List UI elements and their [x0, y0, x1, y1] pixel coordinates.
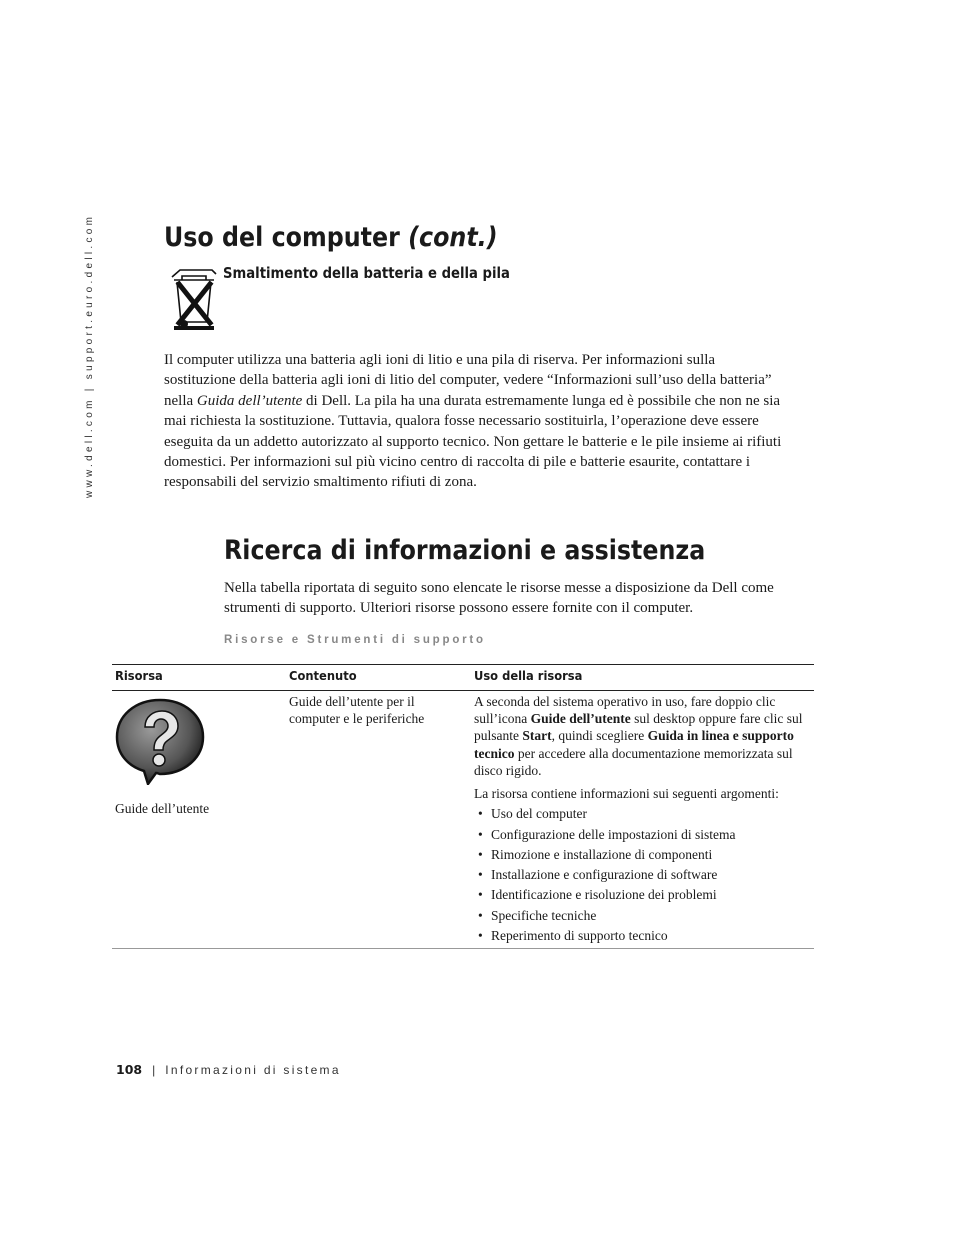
resource-usage: [474, 693, 809, 946]
sidebar-url: www.dell.com | support.euro.dell.com: [84, 213, 95, 498]
crossed-out-wheelie-bin-icon: [168, 268, 220, 330]
list-item: • Rimozione e installazione di componenti: [474, 845, 809, 865]
table-header-content: Contenuto: [289, 668, 357, 683]
table-caption: Risorse e Strumenti di supporto: [224, 634, 486, 646]
table-bottom-rule: [112, 948, 814, 949]
page-heading-cont: (cont.): [408, 222, 498, 253]
usage-instructions: [474, 693, 809, 779]
battery-paragraph-guide-title: Guida dell’utente: [196, 392, 303, 409]
table-header-resource: Risorsa: [115, 668, 163, 683]
battery-section-title: Smaltimento della batteria e della pila: [223, 264, 510, 282]
table-top-rule: [112, 664, 814, 665]
page-number: 108: [116, 1062, 143, 1077]
list-item: • Configurazione delle impostazioni di sistema: [474, 825, 809, 845]
footer-section-title: Informazioni di sistema: [165, 1063, 341, 1077]
table-header-rule: [112, 690, 814, 691]
page-heading: [164, 222, 498, 253]
table-header-usage: Uso della risorsa: [474, 668, 583, 683]
resource-name: Guide dell’utente: [115, 801, 210, 816]
list-item: • Installazione e configurazione di software: [474, 865, 809, 885]
page-footer: [116, 1062, 341, 1077]
info-section-title: Ricerca di informazioni e assistenza: [224, 535, 706, 566]
battery-paragraph-a: Il computer utilizza una batteria agli ioni di litio e una pila di riserva. Per informazioni sulla sostituzione della batteria agli ioni di litio del computer, vedere “Informazioni sull’uso della batteria” nella: [164, 352, 772, 409]
info-section-intro: Nella tabella riportata di seguito sono elencate le risorse messe a disposizione da Dell come strumenti di supporto. Ulteriori risorse possono essere fornite con il computer.: [224, 580, 774, 616]
list-item: • Reperimento di supporto tecnico: [474, 926, 809, 946]
usage-text-1: A seconda del sistema operativo in uso, fare doppio clic sull’icona: [474, 694, 776, 727]
footer-separator: |: [152, 1063, 156, 1077]
usage-topics-list: [474, 804, 809, 946]
usage-text-4: per accedere alla documentazione memorizzata sul disco rigido.: [474, 745, 793, 778]
usage-text-2: sul desktop oppure fare clic sul pulsante: [474, 711, 803, 744]
page-heading-text: Uso del computer: [164, 222, 400, 253]
list-item: • Identificazione e risoluzione dei problemi: [474, 885, 809, 905]
battery-paragraph: [164, 350, 784, 493]
usage-text-3: , quindi scegliere: [551, 728, 648, 744]
list-item: • Uso del computer: [474, 804, 809, 824]
usage-bold-start: Start: [522, 728, 552, 744]
usage-bold-help: Guida in linea e supporto tecnico: [474, 728, 794, 761]
usage-topics-intro: La risorsa contiene informazioni sui seguenti argomenti:: [474, 786, 779, 802]
list-item: • Specifiche tecniche: [474, 906, 809, 926]
battery-paragraph-b: di Dell. La pila ha una durata estremamente lunga ed è possibile che non ne sia mai richiesta la sostituzione. Tuttavia, qualora fosse necessario sostituirla, l’operazione deve essere eseguita da un addetto autorizzato al supporto tecnico. Non gettare le batterie e le pile insieme ai rifiuti domestici. Per informazioni sul più vicino centro di raccolta di pile e batterie esaurite, contattare i responsabili del servizio smaltimento rifiuti di zona.: [164, 392, 782, 491]
question-mark-speech-bubble-icon: [114, 697, 206, 785]
usage-bold-guides: Guide dell’utente: [530, 711, 631, 727]
resource-content: Guide dell’utente per il computer e le periferiche: [289, 694, 425, 727]
